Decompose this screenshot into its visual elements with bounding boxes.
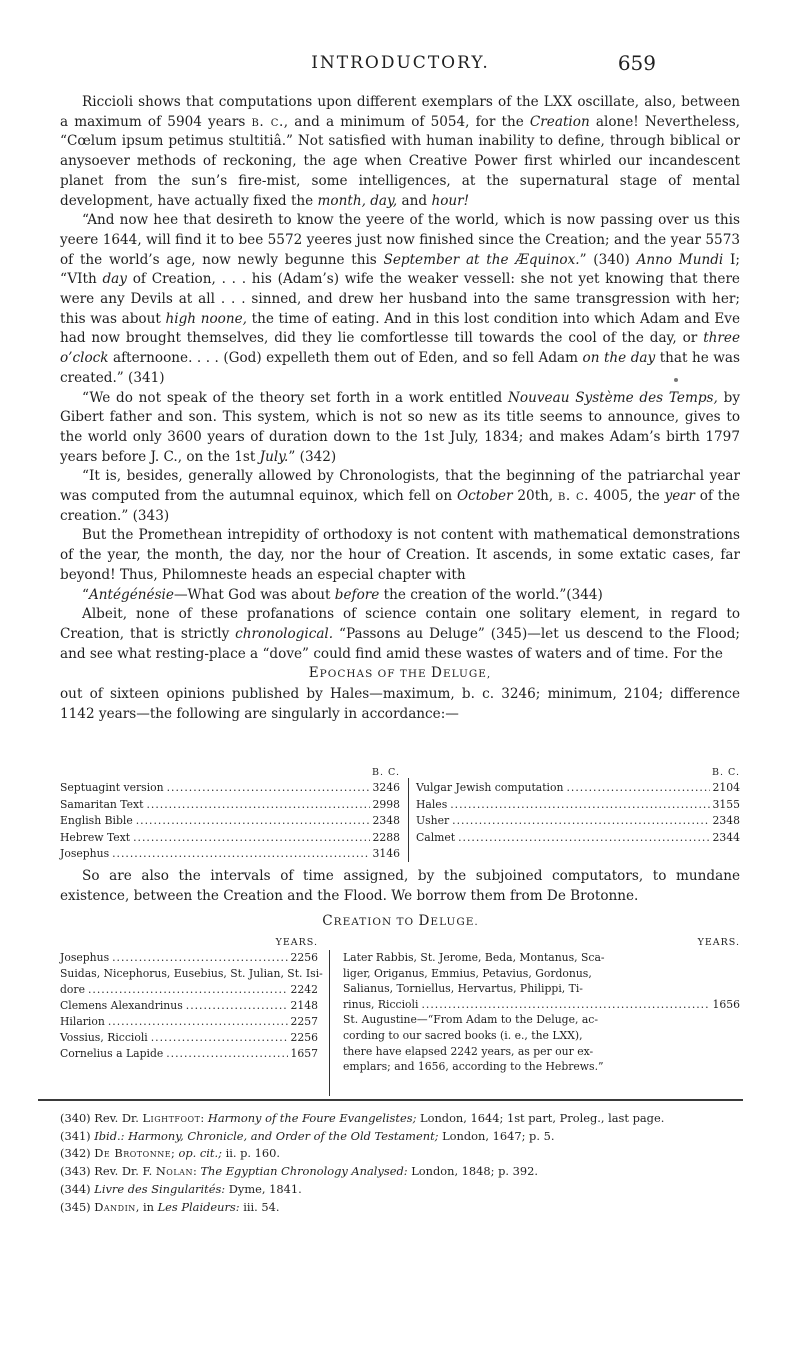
table-row [416, 780, 740, 797]
text-run: , in [135, 1199, 158, 1214]
dot-leader [458, 830, 709, 847]
text-run: of Creation, . . . his (Adam’s) wife the weaker vessell: she not yet knowing that there were any Devils at all . . . sinned, and drew her husband into the same transgression with her; this was about [60, 271, 740, 327]
footnotes [60, 1110, 740, 1216]
text-run: 20th, [512, 488, 559, 505]
paragraph [60, 605, 740, 664]
text-line: emplars; and 1656, according to the Hebrews.” [343, 1060, 604, 1074]
text-run: “It is, besides, generally allowed by Chronologists, that the beginning of the patriarchal year was computed from the autumnal equinox, which fell on [60, 468, 740, 505]
dot-leader [566, 780, 709, 797]
paragraph [60, 389, 740, 468]
text-line: St. Augustine—“From Adam to the Deluge, ac- [343, 1013, 598, 1027]
dot-leader [151, 1030, 288, 1046]
column-divider [329, 950, 330, 1096]
text-run: that he was created.” (341) [60, 350, 740, 386]
text-run: the creation of the world.”(344) [379, 586, 603, 603]
row-label: Samaritan Text [60, 797, 144, 811]
table-row [416, 830, 740, 847]
row-value: 3155 [712, 797, 740, 811]
row-value: 3146 [372, 847, 400, 860]
text-line: Later Rabbis, St. Jerome, Beda, Montanus, Sca- [343, 951, 605, 964]
row-label: rinus, Riccioli [343, 997, 419, 1011]
italic-text: three o’clock [60, 330, 740, 367]
row-value: 2148 [290, 999, 318, 1012]
running-title: INTRODUCTORY. [311, 53, 490, 73]
row-value: 2998 [372, 797, 400, 811]
row-value: 1657 [290, 1047, 318, 1060]
page-number: 659 [617, 51, 656, 75]
paragraph-after-heading: out of sixteen opinions published by Hales—maximum, b. c. 3246; minimum, 2104; difference 1142 years—the following are singularly in accordance:— [60, 686, 740, 722]
text-run: London, 1647; p. 5. [438, 1128, 555, 1143]
epochs-unit-header: B. C. [372, 767, 400, 778]
italic-text: on the day [582, 350, 656, 367]
dot-leader [108, 1014, 288, 1030]
italic-text: day [102, 271, 127, 288]
italic-text: Livre des Singularités: [94, 1181, 226, 1196]
heading-creation-to-deluge: CREATION TO DELUGE. [322, 913, 479, 929]
table-row [60, 846, 400, 863]
text-line: cording to our sacred books (i. e., the LXX), [343, 1028, 583, 1042]
italic-text: Les Plaideurs: [157, 1199, 240, 1214]
table-row [416, 797, 740, 814]
text-run: Rev. Dr. [90, 1111, 143, 1125]
row-label: Hebrew Text [60, 830, 131, 844]
text-run: Riccioli shows that computations upon different exemplars of the LXX oscillate, also, between a maximum of 5904 years [60, 94, 740, 130]
row-label: Clemens Alexandrinus [60, 999, 183, 1012]
italic-text: Harmony of the Foure Evangelistes; [207, 1111, 417, 1125]
text-run: —What God was about [173, 586, 335, 603]
row-label: Hales [416, 797, 448, 811]
table-row [60, 813, 400, 830]
text-run: “Passons au Deluge” (345)—let us descend to the Flood; and see what resting-place a “dove” could find amid these wastes of waters and of time. For the [60, 625, 740, 662]
footnote [60, 1199, 740, 1217]
italic-text: op. cit.; [178, 1146, 222, 1161]
text-run: I; “VIth [60, 251, 740, 288]
row-label: Hilarion [60, 1015, 105, 1028]
text-run: ; [171, 1146, 179, 1161]
table-row [60, 797, 400, 814]
footnote [60, 1181, 740, 1199]
dot-leader [166, 1046, 287, 1062]
text-run: afternoone. . . . (God) expelleth them out of Eden, and so fell Adam [108, 350, 583, 367]
text-run: and [397, 192, 432, 209]
row-value: 3246 [372, 781, 400, 794]
creation-unit-header: YEARS. [275, 937, 318, 948]
paragraph [60, 467, 740, 526]
row-value: 2348 [372, 814, 400, 827]
dot-leader [133, 830, 369, 847]
table-row [60, 1046, 318, 1062]
row-value: 2344 [712, 830, 740, 844]
creation-table [60, 936, 740, 1096]
intervals-paragraph-block [60, 867, 740, 906]
small-caps-text: b. c. [251, 113, 284, 130]
text-run: : [200, 1111, 208, 1125]
text-run: Albeit, none of these profanations of science contain one solitary element, in regard to Creation, that is strictly [60, 606, 740, 642]
table-row [60, 780, 400, 797]
row-value: 1656 [712, 997, 740, 1011]
italic-text: high noone, [165, 310, 247, 327]
dot-leader [112, 846, 369, 863]
row-label: dore [60, 983, 85, 996]
italic-text: The Egyptian Chronology Analysed: [200, 1164, 408, 1179]
dot-leader [88, 982, 288, 998]
creation-left-column [60, 936, 323, 1062]
row-label: Suidas, Nicephorus, Eusebius, St. Julian, St. Isi- [60, 967, 323, 980]
row-label: Cornelius a Lapide [60, 1047, 164, 1060]
row-value: 2104 [712, 781, 740, 794]
row-value: 2256 [290, 951, 318, 964]
italic-text: October [456, 488, 513, 505]
table-row [60, 1030, 318, 1046]
italic-text: Nouveau Système des Temps, [508, 389, 718, 406]
italic-text: Creation [529, 113, 590, 130]
paragraph [60, 93, 740, 211]
italic-text: Ibid.: Harmony, Chronicle, and Order of the Old Testament; [94, 1128, 439, 1143]
text-line: liger, Origanus, Emmius, Petavius, Gordonus, [343, 966, 592, 980]
text-run: ” (342) [288, 448, 337, 465]
italic-text: month, day, [317, 192, 398, 209]
row-label: Septuagint version [60, 781, 164, 794]
creation-right-column [343, 936, 740, 1075]
text-run: , and a minimum of 5054, for the [283, 113, 530, 130]
text-run: London, 1644; 1st part, Proleg., last page. [416, 1111, 665, 1125]
text-run: ” (340) [579, 251, 637, 268]
italic-text: chronological. [235, 625, 334, 642]
text-run: Dyme, 1841. [225, 1181, 302, 1196]
small-caps-text: Nolan [155, 1164, 193, 1179]
small-caps-text: Dandin [94, 1199, 136, 1214]
paragraph [60, 211, 740, 388]
text-run: “We do not speak of the theory set forth in a work entitled [82, 389, 509, 406]
italic-text: September at the Æquinox. [383, 251, 580, 268]
table-row [343, 997, 740, 1013]
table-row [60, 998, 318, 1014]
body-text [60, 93, 740, 725]
small-caps-text: De Brotonne [94, 1146, 172, 1161]
running-head [0, 53, 801, 81]
row-label: Usher [416, 814, 450, 827]
creation-unit-header: YEARS. [697, 937, 740, 948]
dot-leader [112, 950, 287, 966]
text-run: ii. p. 160. [221, 1146, 281, 1161]
row-label: Josephus [60, 951, 110, 964]
text-run: 4005, the [589, 488, 665, 505]
text-run: alone! Nevertheless, “Cœlum ipsum petimus stultitiâ.” Not satisfied with human inability to define, through biblical or anysoever methods of reckoning, the age when Creative Power first whirled our incandescent planet from the sun’s fire-mist, some intelligences, at the supernatural stage of mental development, have actually fixed the [60, 113, 740, 209]
row-label: Vulgar Jewish computation [416, 781, 564, 794]
text-line: Salianus, Torniellus, Hervartus, Philippi, Ti- [343, 982, 583, 996]
paragraph-intervals: So are also the intervals of time assigned, by the subjoined computators, to mundane existence, between the Creation and the Flood. We borrow them from De Brotonne. [60, 868, 740, 904]
text-run: “And now hee that desireth to know the yeere of the world, which is now passing over us this yeere 1644, will find it to bee 5572 yeeres just now finished since the Creation; and the year 5573 of the world’s age, now newly begunne this [60, 212, 740, 268]
text-run: the time of eating. And in this lost condition into which Adam and Eve had now brought themselves, did they lie comfortlesse till towards the cool of the day, or [60, 310, 740, 347]
print-speck [674, 378, 678, 382]
text-run: : [192, 1164, 201, 1179]
table-row [60, 982, 318, 998]
footnote-rule [38, 1099, 743, 1101]
text-run: of the creation.” (343) [60, 488, 741, 524]
row-value: 2257 [290, 1015, 318, 1028]
dot-leader [136, 813, 370, 830]
paragraph [60, 586, 740, 606]
epochs-table [60, 766, 740, 862]
row-label: Josephus [60, 847, 110, 860]
dot-leader [452, 813, 709, 830]
text-line: there have elapsed 2242 years, as per our ex- [343, 1044, 594, 1058]
row-value: 2348 [712, 814, 740, 827]
footnote-number: (342) [60, 1146, 91, 1161]
footnote-number: (343) [60, 1164, 91, 1179]
row-value: 2242 [290, 983, 318, 996]
dot-leader [450, 797, 709, 814]
epochs-left-column [60, 766, 400, 863]
text-run: Rev. Dr. F. [90, 1164, 156, 1179]
row-label: Calmet [416, 830, 456, 844]
italic-text: hour! [431, 192, 470, 209]
footnote [60, 1110, 740, 1128]
text-run: But the Promethean intrepidity of orthodoxy is not content with mathematical demonstrations of the year, the month, the day, nor the hour of Creation. It ascends, in some extatic cases, far beyond! Thus, Philomneste heads an especial chapter with [60, 527, 740, 583]
dot-leader [421, 997, 709, 1013]
footnote-number: (344) [60, 1181, 91, 1196]
italic-text: July. [259, 448, 289, 465]
table-row [416, 813, 740, 830]
dot-leader [146, 797, 369, 814]
row-value: 2256 [290, 1031, 318, 1044]
italic-text: year [664, 488, 695, 505]
italic-text: before [334, 586, 380, 603]
footnote [60, 1128, 740, 1146]
small-caps-text: b. c. [558, 488, 589, 505]
epochs-unit-header: B. C. [712, 767, 740, 778]
footnote-number: (341) [60, 1128, 91, 1143]
footnote [60, 1163, 740, 1181]
paragraph [60, 526, 740, 585]
italic-text: Anno Mundi [636, 251, 724, 268]
footnote-number: (345) [60, 1199, 91, 1214]
epochs-right-column [416, 766, 740, 846]
footnote [60, 1145, 740, 1163]
footnote-number: (340) [60, 1111, 91, 1125]
row-value: 2288 [372, 830, 400, 844]
italic-text: Antégénésie [88, 586, 174, 603]
text-run: London, 1848; p. 392. [407, 1164, 539, 1179]
dot-leader [186, 998, 288, 1014]
row-label: Vossius, Riccioli [60, 1031, 148, 1044]
column-divider [408, 778, 409, 862]
table-row [60, 830, 400, 847]
small-caps-text: Lightfoot [142, 1111, 201, 1125]
text-run: iii. 54. [239, 1199, 280, 1214]
text-run: by Gibert father and son. This system, which is not so new as its title seems to announce, gives to the world only 3600 years of duration down to the 1st July, 1834; and makes Adam’s birth 1797 years before J. C., on the 1st [60, 389, 740, 465]
table-row [60, 950, 318, 966]
text-run: “ [82, 586, 89, 603]
dot-leader [167, 780, 370, 797]
row-label: English Bible [60, 814, 133, 827]
table-row [60, 1014, 318, 1030]
heading-epochs-of-the-deluge: EPOCHAS OF THE DELUGE, [308, 665, 492, 682]
